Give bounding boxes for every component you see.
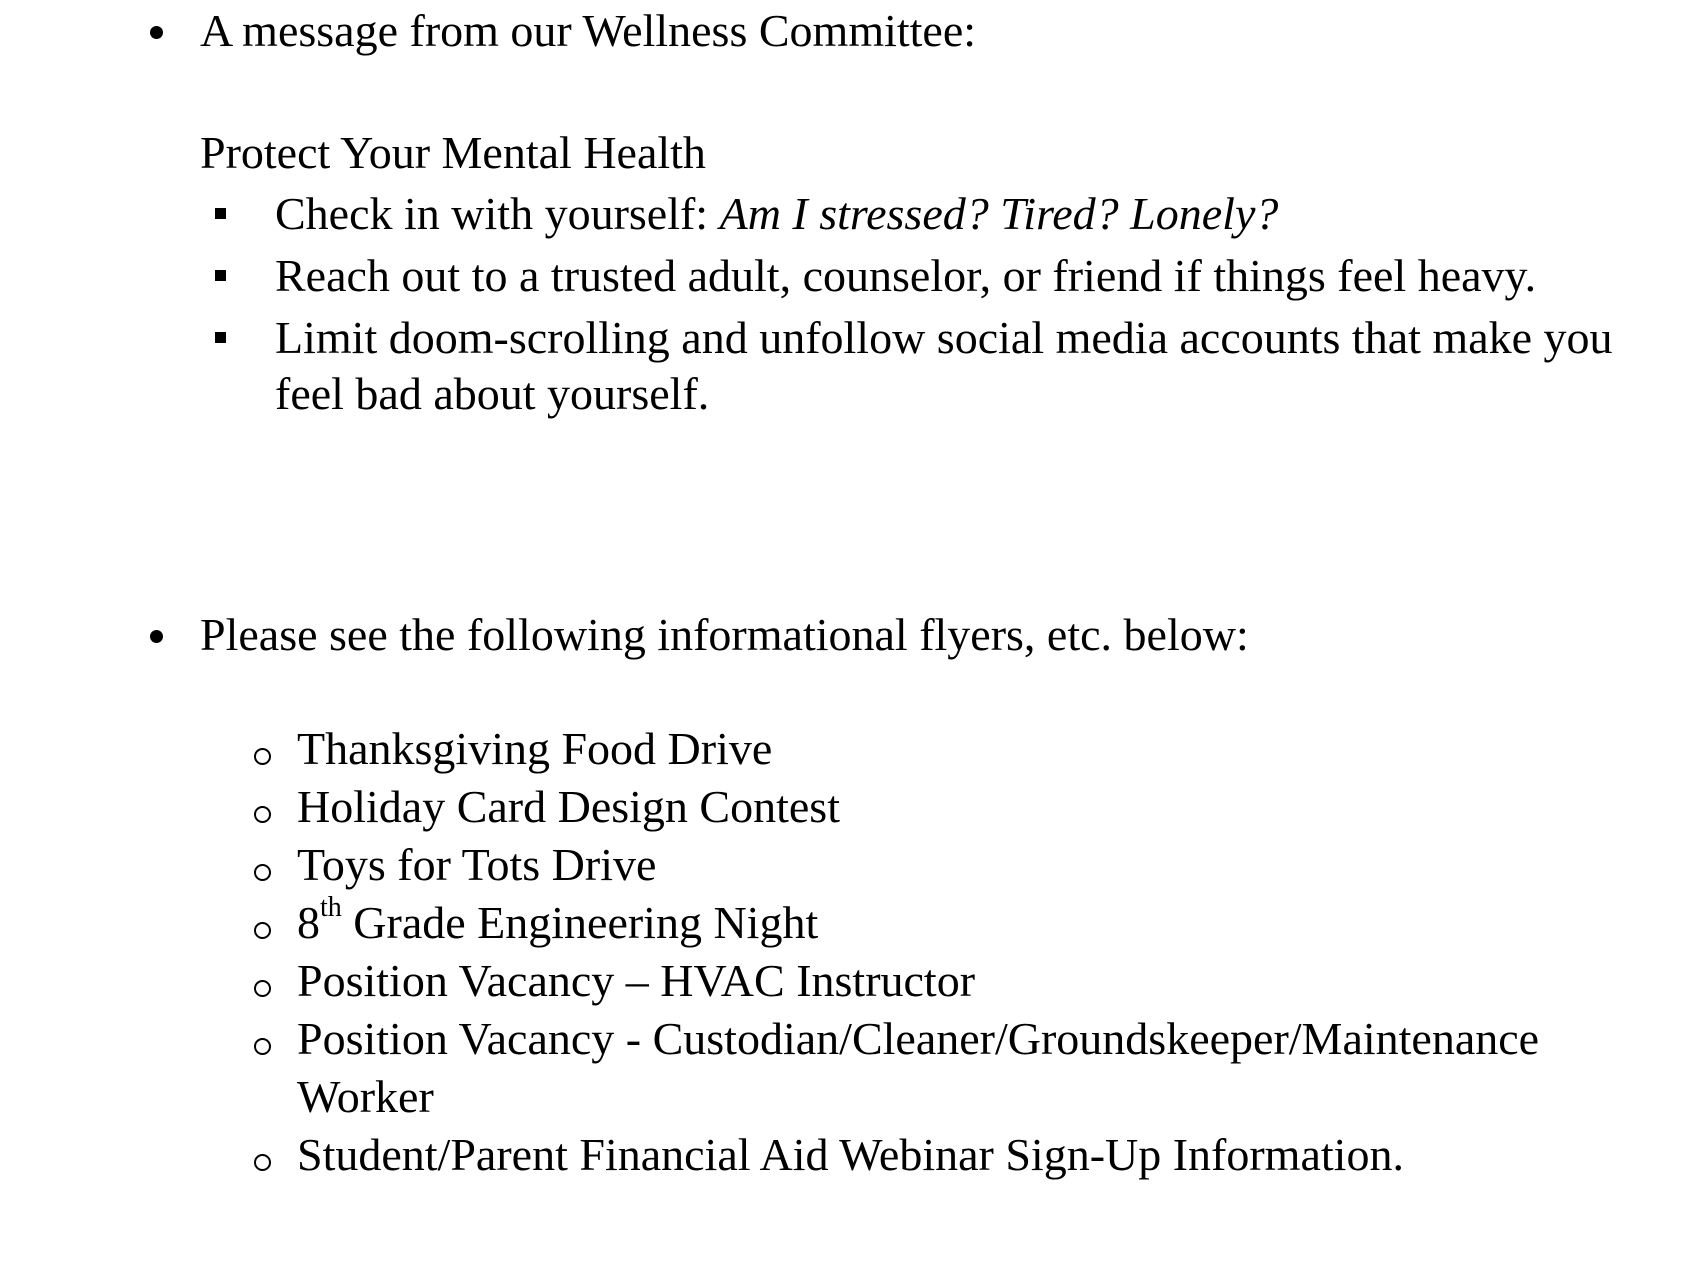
flyer-item-text: Student/Parent Financial Aid Webinar Sign-Up Information. bbox=[297, 1129, 1404, 1180]
circle-bullet-icon bbox=[254, 922, 271, 939]
square-bullet-icon bbox=[215, 270, 226, 281]
circle-bullet-icon bbox=[254, 1154, 271, 1171]
circle-bullet-icon bbox=[254, 748, 271, 765]
circle-bullet-icon bbox=[254, 806, 271, 823]
list-item bbox=[215, 186, 1655, 242]
circle-bullet-icon bbox=[254, 1038, 271, 1055]
wellness-heading: A message from our Wellness Committee: bbox=[200, 5, 977, 56]
wellness-tips-list bbox=[215, 186, 1655, 428]
list-item bbox=[254, 952, 1654, 1010]
list-item bbox=[215, 248, 1655, 304]
list-item bbox=[254, 778, 1654, 836]
list-item bbox=[254, 891, 1654, 952]
list-item bbox=[254, 836, 1654, 894]
tip-text: Reach out to a trusted adult, counselor, or friend if things feel heavy. bbox=[275, 250, 1537, 301]
flyer-item-text: Position Vacancy - Custodian/Cleaner/Groundskeeper/Maintenance Worker bbox=[297, 1013, 1540, 1122]
list-item bbox=[254, 1010, 1654, 1126]
flyers-list bbox=[254, 720, 1654, 1184]
flyer-item-text: 8th Grade Engineering Night bbox=[297, 891, 819, 948]
flyer-item-text: Thanksgiving Food Drive bbox=[297, 723, 773, 774]
list-item bbox=[254, 720, 1654, 778]
tip-italic-questions: Am I stressed? Tired? Lonely? bbox=[719, 188, 1279, 239]
flyer-item-text: Toys for Tots Drive bbox=[297, 839, 657, 890]
flyer-item-text: Position Vacancy – HVAC Instructor bbox=[297, 955, 976, 1006]
mental-health-subheading: Protect Your Mental Health bbox=[200, 127, 706, 178]
tip-text: Limit doom-scrolling and unfollow social media accounts that make you feel bad about yourself. bbox=[275, 312, 1613, 419]
flyers-bullet bbox=[150, 606, 1249, 664]
bullet-disc-icon bbox=[150, 630, 163, 643]
list-item bbox=[215, 310, 1655, 422]
flyers-heading: Please see the following informational flyers, etc. below: bbox=[200, 609, 1249, 660]
square-bullet-icon bbox=[215, 332, 226, 343]
circle-bullet-icon bbox=[254, 864, 271, 881]
wellness-bullet bbox=[150, 2, 976, 60]
square-bullet-icon bbox=[215, 208, 226, 219]
circle-bullet-icon bbox=[254, 980, 271, 997]
flyer-item-text: Holiday Card Design Contest bbox=[297, 781, 840, 832]
bullet-disc-icon bbox=[150, 26, 163, 39]
tip-text: Check in with yourself: Am I stressed? Tired? Lonely? bbox=[275, 188, 1279, 239]
list-item bbox=[254, 1126, 1654, 1184]
